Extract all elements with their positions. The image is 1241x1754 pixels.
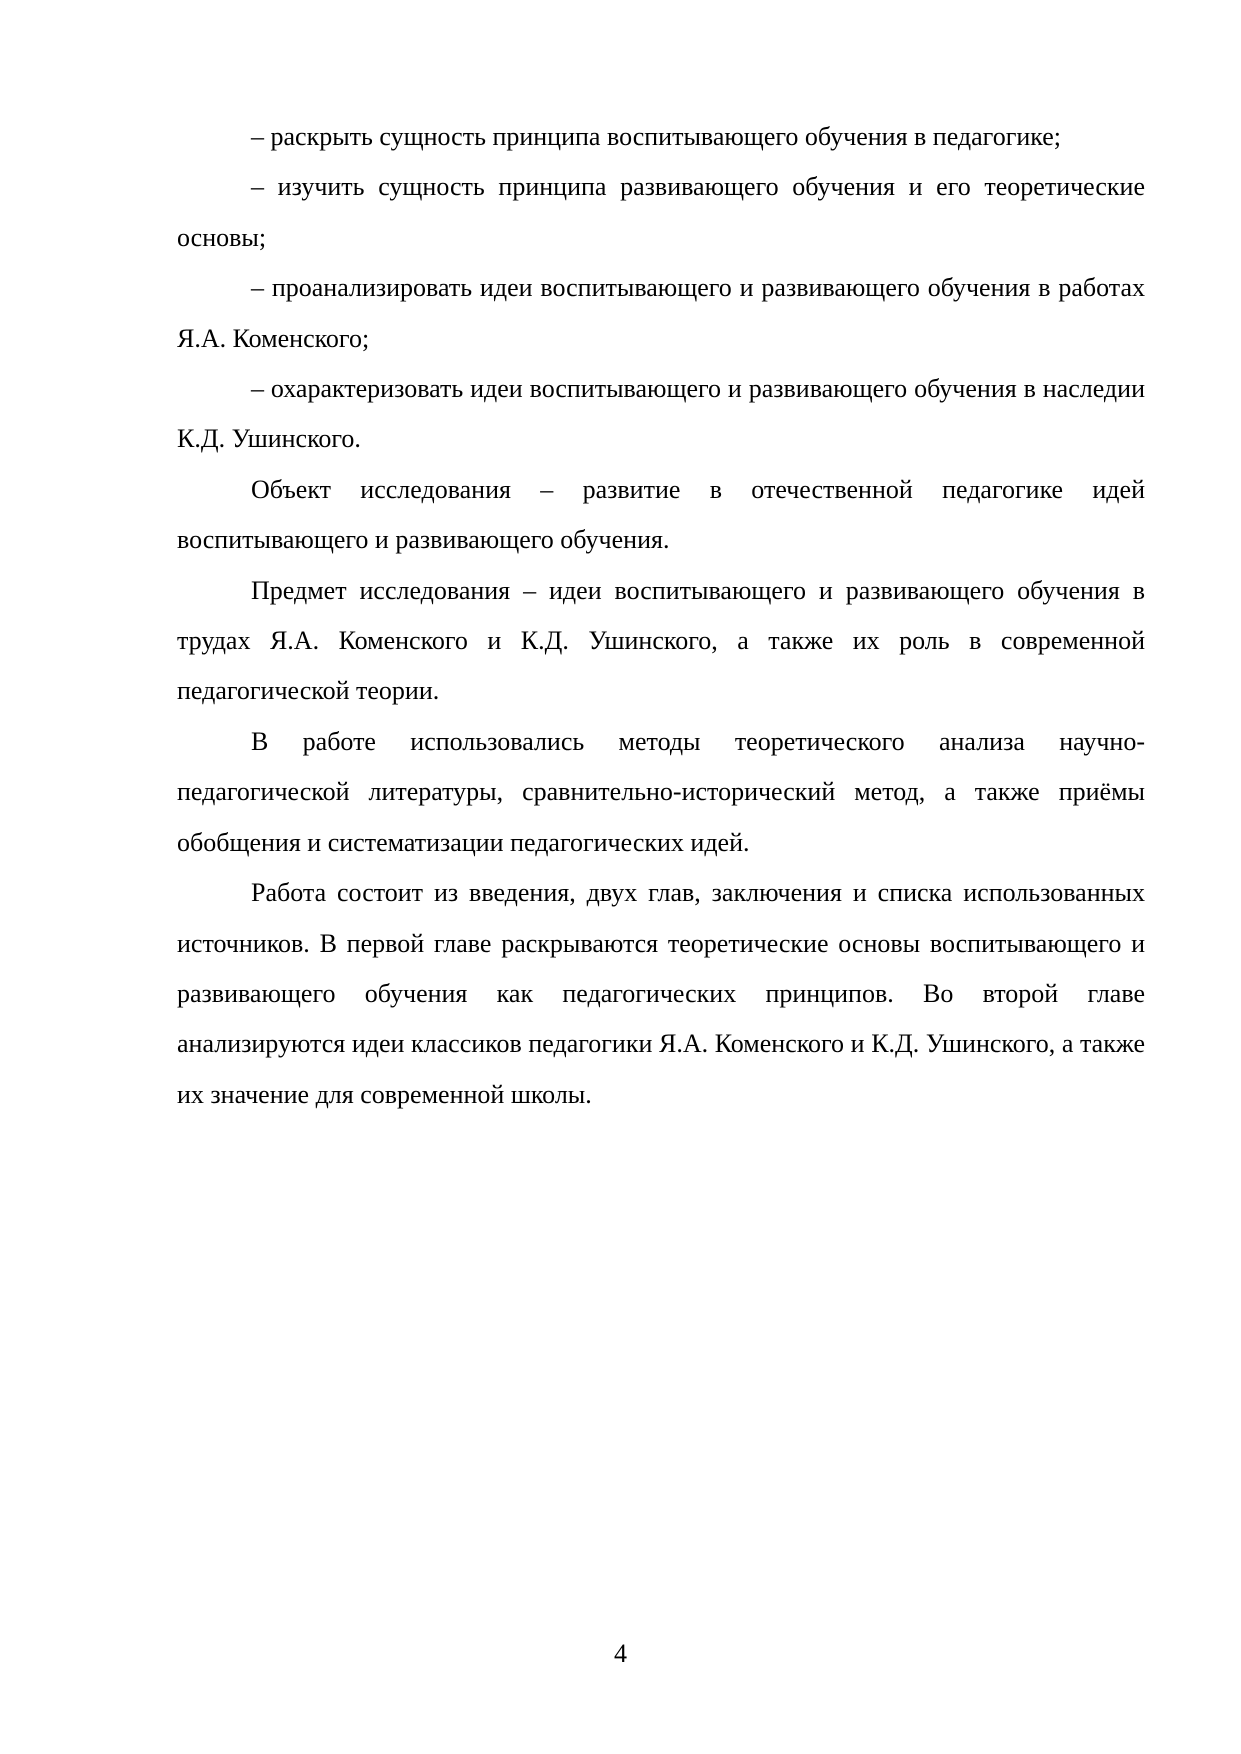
structure-paragraph: Работа состоит из введения, двух глав, заключения и списка использованных источников. В первой главе раскрываются теоретические основы воспитывающего и развивающего обучения как педагогических принципов. Во второй главе анализируются идеи классиков педагогики Я.А. Коменского и К.Д. Ушинского, а также их значение для современной школы. — [177, 878, 1145, 1109]
research-object-paragraph: Объект исследования – развитие в отечественной педагогике идей воспитывающего и развивающего обучения. — [177, 474, 1145, 555]
task-item-2: – изучить сущность принципа развивающего обучения и его теоретические основы; — [177, 172, 1145, 252]
document-body — [177, 112, 1145, 1120]
task-item-1: – раскрыть сущность принципа воспитывающего обучения в педагогике; — [251, 122, 1062, 151]
page-number: 4 — [614, 1639, 627, 1668]
task-item-4: – охарактеризовать идеи воспитывающего и развивающего обучения в наследии К.Д. Ушинского. — [177, 374, 1145, 454]
research-subject-paragraph: Предмет исследования – идеи воспитывающего и развивающего обучения в трудах Я.А. Коменского и К.Д. Ушинского, а также их роль в современной педагогической теории. — [177, 575, 1145, 706]
task-item-3: – проанализировать идеи воспитывающего и развивающего обучения в работах Я.А. Коменского; — [177, 273, 1145, 353]
methods-paragraph: В работе использовались методы теоретического анализа научно-педагогической литературы, сравнительно-исторический метод, а также приёмы обобщения и систематизации педагогических идей. — [177, 726, 1145, 857]
